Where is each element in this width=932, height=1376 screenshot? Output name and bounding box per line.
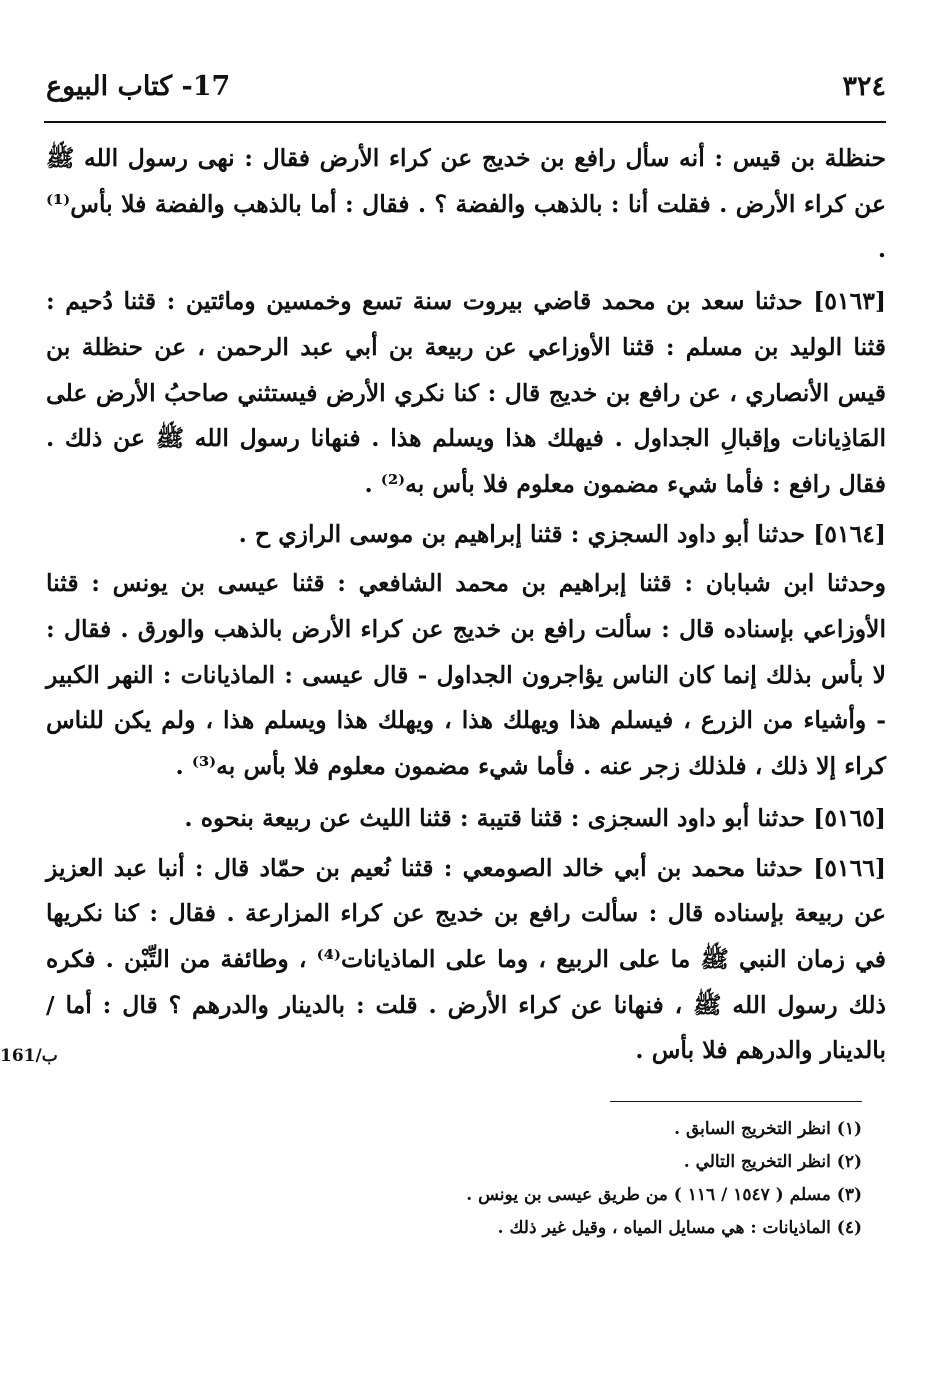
paragraph: [٥١٦٤] حدثنا أبو داود السجزي : قثنا إبراهيم بن موسى الرازي ح . — [238, 519, 886, 548]
paragraph: [٥١٦٦] حدثنا محمد بن أبي خالد الصومعي : قثنا نُعيم بن حمّاد قال : أنبا عبد العزيز عن ربيعة بإسناده قال : سألت رافع بن خديج عن كراء المزارعة . فقال : كنا نكريها في زمان النبي ﷺ ما على الربيع ، وما على الماذيانات⁽⁴⁾ ، وطائفة من التِّبْن . فكره ذلك رسول الله ﷺ ، فنهانا عن كراء الأرض . قلت : بالدينار والدرهم ؟ قال : أما / بالدينار والدرهم فلا بأس . — [46, 853, 887, 1065]
footnote: (١) انظر التخريج السابق . — [674, 1119, 862, 1139]
main-text — [46, 136, 886, 1078]
paragraph: [٥١٦٥] حدثنا أبو داود السجزى : قثنا قتيبة : قثنا الليث عن ربيعة بنحوه . — [184, 803, 886, 832]
page-number: ٣٢٤ — [842, 70, 886, 102]
paragraph: وحدثنا ابن شبابان : قثنا إبراهيم بن محمد الشافعي : قثنا عيسى بن يونس : قثنا الأوزاعي بإسناده قال : سألت رافع بن خديج عن كراء الأرض بالذهب والورق . فقال : لا بأس بذلك إنما كان الناس يؤاجرون الجداول - قال عيسى : الماذيانات : النهر الكبير - وأشياء من الزرع ، فيسلم هذا ويهلك هذا ، ويهلك هذا ويسلم هذا ، ولم يكن للناس كراء إلا ذلك ، فلذلك زجر عنه . فأما شيء مضمون معلوم فلا بأس به⁽³⁾ . — [46, 569, 886, 781]
footnotes — [46, 1113, 862, 1245]
footnote: (٢) انظر التخريج التالي . — [683, 1152, 862, 1172]
page-header — [46, 64, 886, 108]
footnote: (٣) مسلم ( ١٥٤٧ / ١١٦ ) من طريق عيسى بن يونس . — [466, 1185, 862, 1205]
section-title: 17- كتاب البيوع — [46, 70, 231, 102]
paragraph: [٥١٦٣] حدثنا سعد بن محمد قاضي بيروت سنة تسع وخمسين ومائتين : قثنا دُحيم : قثنا الوليد بن مسلم : قثنا الأوزاعي عن ربيعة بن أبي عبد الرحمن ، عن حنظلة بن قيس الأنصاري ، عن رافع بن خديج قال : كنا نكري الأرض فيستثني صاحبُ الأرض على المَاذِيانات وإقبالِ الجداول . فيهلك هذا ويسلم هذا . فنهانا رسول الله ﷺ عن ذلك . فقال رافع : فأما شيء مضمون معلوم فلا بأس به⁽²⁾ . — [46, 287, 886, 498]
manuscript-folio-note: 161/ب — [0, 1046, 58, 1066]
header-rule — [44, 121, 886, 123]
footnote: (٤) الماذيانات : هي مسايل المياه ، وقيل غير ذلك . — [497, 1218, 862, 1238]
paragraph: حنظلة بن قيس : أنه سأل رافع بن خديج عن كراء الأرض فقال : نهى رسول الله ﷺ عن كراء الأرض . فقلت أنا : بالذهب والفضة ؟ . فقال : أما بالذهب والفضة فلا بأس⁽¹⁾ . — [46, 144, 886, 264]
footnote-rule — [610, 1101, 862, 1102]
